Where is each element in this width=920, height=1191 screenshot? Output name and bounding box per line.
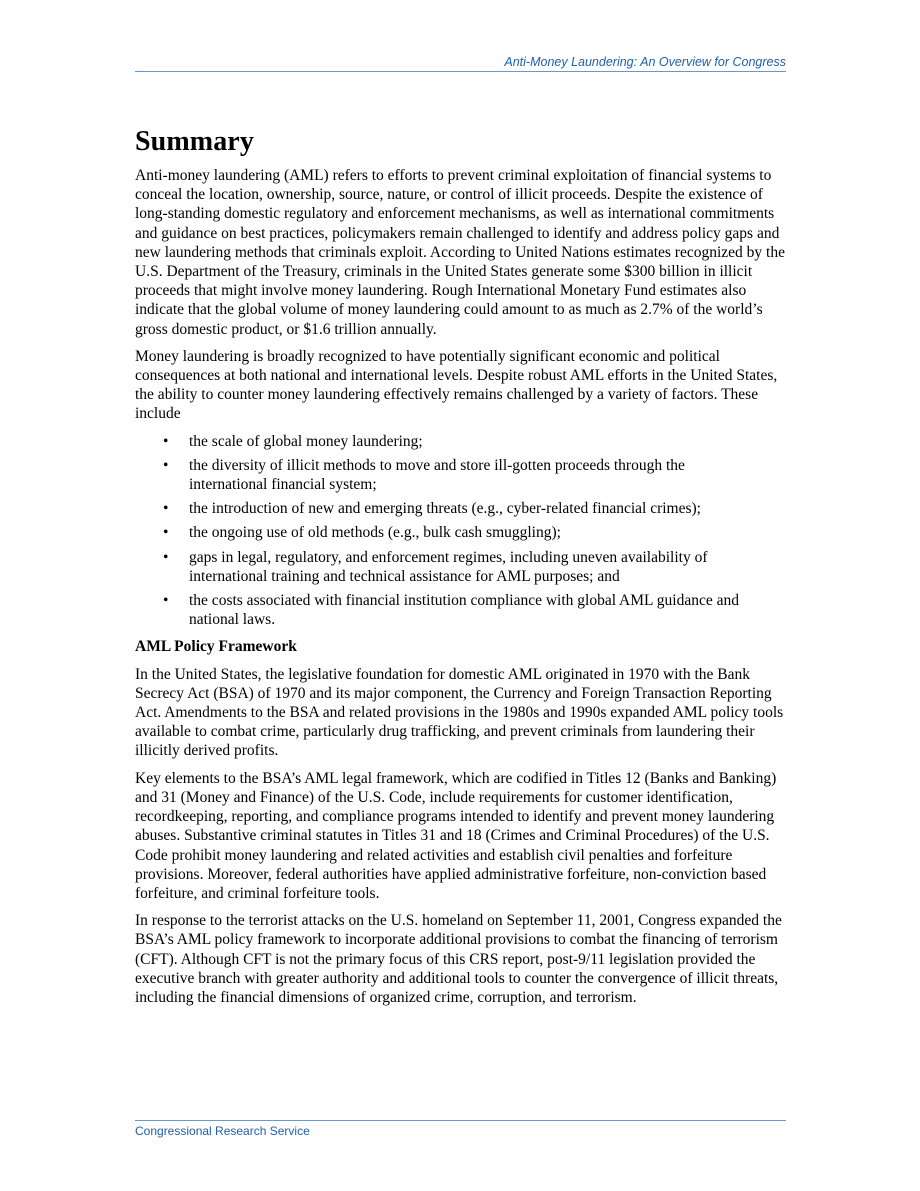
framework-paragraph-1: In the United States, the legislative foundation for domestic AML originated in 1970 with the Bank Secrecy Act (BSA) of 1970 and its major component, the Currency and Foreign Transaction Reporting Act. Amendments to the BSA and related provisions in the 1980s and 1990s expanded AML policy tools available to combat crime, particularly drug trafficking, and prevent criminals from laundering their illicitly derived profits. bbox=[135, 665, 784, 760]
running-footer bbox=[135, 1120, 786, 1139]
list-item-text: the introduction of new and emerging threats (e.g., cyber-related financial crimes); bbox=[189, 500, 701, 518]
framework-paragraph-3: In response to the terrorist attacks on the U.S. homeland on September 11, 2001, Congress expanded the BSA’s AML policy framework to incorporate additional provisions to combat the financing of terrorism (CFT). Although CFT is not the primary focus of this CRS report, post-9/11 legislation provided the executive branch with greater authority and additional tools to counter the convergence of illicit threats, including the financial dimensions of organized crime, corruption, and terrorism. bbox=[135, 912, 782, 1006]
list-item bbox=[135, 548, 786, 586]
bullet-icon: • bbox=[163, 500, 169, 518]
framework-heading: AML Policy Framework bbox=[135, 638, 297, 656]
list-item-text: the costs associated with financial institution compliance with global AML guidance and national laws. bbox=[189, 592, 739, 629]
summary-heading: Summary bbox=[135, 126, 254, 157]
list-item bbox=[135, 523, 786, 542]
bullet-icon: • bbox=[163, 592, 169, 610]
list-item bbox=[135, 456, 786, 494]
footer-publisher: Congressional Research Service bbox=[135, 1124, 310, 1138]
list-item bbox=[135, 591, 786, 629]
framework-paragraph-2: Key elements to the BSA’s AML legal framework, which are codified in Titles 12 (Banks and Banking) and 31 (Money and Finance) of the U.S. Code, include requirements for customer identification, recordkeeping, reporting, and compliance programs intended to identify and prevent money laundering abuses. Substantive criminal statutes in Titles 31 and 18 (Crimes and Criminal Procedures) of the U.S. Code prohibit money laundering and related activities and establish civil penalties and forfeiture provisions. Moreover, federal authorities have applied administrative forfeiture, non-conviction based forfeiture, and criminal forfeiture tools. bbox=[135, 769, 777, 902]
list-item-text: the diversity of illicit methods to move and store ill-gotten proceeds through the international financial system; bbox=[189, 456, 685, 494]
list-item-text: the ongoing use of old methods (e.g., bulk cash smuggling); bbox=[189, 524, 561, 542]
list-item bbox=[135, 432, 786, 451]
bullet-icon: • bbox=[163, 548, 169, 566]
list-item bbox=[135, 499, 786, 518]
running-header bbox=[135, 54, 786, 72]
summary-paragraph-2: Money laundering is broadly recognized to have potentially significant economic and political consequences at both national and international levels. Despite robust AML efforts in the United States, the ability to counter money laundering effectively remains challenged by a variety of factors. These include bbox=[135, 347, 778, 423]
list-item-text: gaps in legal, regulatory, and enforcement regimes, including uneven availability of international training and technical assistance for AML purposes; and bbox=[189, 548, 708, 585]
factors-list bbox=[135, 432, 786, 630]
summary-paragraph-1: Anti-money laundering (AML) refers to efforts to prevent criminal exploitation of financial systems to conceal the location, ownership, source, nature, or control of illicit proceeds. Despite the existence of long-standing domestic regulatory and enforcement mechanisms, as well as international commitments and guidance on best practices, policymakers remain challenged to identify and address policy gaps and new laundering methods that criminals exploit. According to United Nations estimates recognized by the U.S. Department of the Treasury, criminals in the United States generate some $300 billion in illicit proceeds that might involve money laundering. Rough International Monetary Fund estimates also indicate that the global volume of money laundering could amount to as much as 2.7% of the world’s gross domestic product, or $1.6 trillion annually. bbox=[135, 167, 785, 338]
running-title: Anti-Money Laundering: An Overview for Congress bbox=[504, 55, 786, 69]
list-item-text: the scale of global money laundering; bbox=[189, 432, 423, 450]
bullet-icon: • bbox=[163, 456, 169, 474]
bullet-icon: • bbox=[163, 432, 169, 450]
page-content bbox=[135, 124, 786, 1015]
bullet-icon: • bbox=[163, 524, 169, 542]
